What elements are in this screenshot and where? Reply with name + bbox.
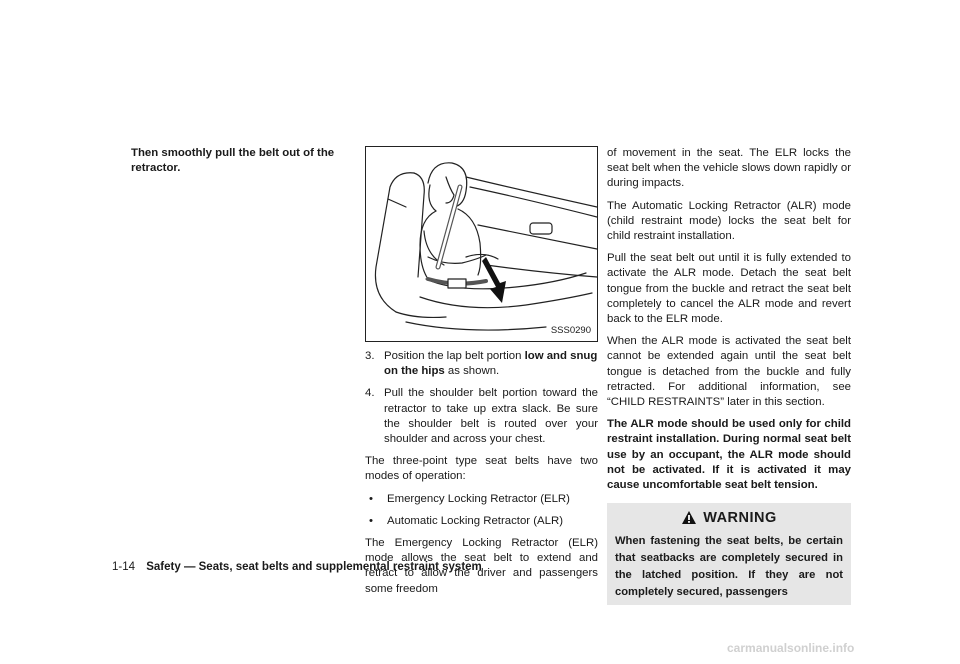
bullet-item bbox=[365, 492, 598, 507]
instruction-text: Then smoothly pull the belt out of the retractor. bbox=[131, 147, 335, 175]
paragraph: Pull the seat belt out until it is fully extended to activate the ALR mode. Detach the seat belt tongue from the buckle and retract the seat belt completely to cancel the ALR mode and revert back to the ELR mode. bbox=[607, 252, 851, 326]
warning-box bbox=[607, 503, 851, 605]
right-column bbox=[607, 146, 851, 605]
step-number: 3. bbox=[365, 350, 375, 362]
step-text: Position the lap belt portion bbox=[384, 350, 525, 362]
step-4 bbox=[365, 386, 598, 447]
bullet-text: Automatic Locking Retractor (ALR) bbox=[387, 514, 563, 527]
middle-column bbox=[365, 146, 598, 604]
watermark: carmanualsonline.info bbox=[727, 641, 855, 655]
seated-person-with-seat-belt-illustration bbox=[366, 147, 597, 341]
paragraph: of movement in the seat. The ELR locks the seat belt when the vehicle slows down rapidly or during impacts. bbox=[607, 147, 851, 190]
modes-intro: The three-point type seat belts have two modes of operation: bbox=[365, 455, 598, 483]
left-column bbox=[131, 146, 346, 183]
bullet-mark: • bbox=[369, 492, 373, 505]
bullet-text: Emergency Locking Retractor (ELR) bbox=[387, 492, 570, 505]
step-3 bbox=[365, 349, 598, 379]
warning-text: When fastening the seat belts, be certain that seatbacks are completely secured in the latched position. If they are not completely secured, passengers bbox=[615, 535, 843, 599]
paragraph: When the ALR mode is activated the seat belt cannot be extended again until the seat belt tongue is detached from the buckle and fully retracted. For additional information, see “CHILD RESTRAINTS” later in this section. bbox=[607, 335, 851, 409]
page-footer bbox=[112, 561, 482, 573]
elr-paragraph: The Emergency Locking Retractor (ELR) mode allows the seat belt to extend and retract to allow the driver and passengers some freedom bbox=[365, 537, 598, 595]
step-tail: as shown. bbox=[444, 365, 500, 378]
page-number: 1-14 bbox=[112, 561, 136, 573]
warning-triangle-icon bbox=[681, 510, 697, 525]
step-number: 4. bbox=[365, 387, 375, 400]
figure-code: SSS0290 bbox=[550, 324, 591, 336]
step-text: Pull the shoulder belt portion toward the retractor to take up extra slack. Be sure the shoulder belt is routed over your shoulder and across your chest. bbox=[384, 387, 598, 446]
paragraph: The Automatic Locking Retractor (ALR) mode (child restraint mode) locks the seat belt for child restraint installation. bbox=[607, 199, 851, 243]
warning-heading bbox=[615, 510, 843, 526]
seat-belt-figure bbox=[365, 146, 598, 342]
section-title: Safety — Seats, seat belts and supplemental restraint system bbox=[146, 561, 482, 573]
step-bold: low and snug on the hips bbox=[384, 350, 598, 378]
alr-caution-paragraph: The ALR mode should be used only for child restraint installation. During normal seat belt use by an occupant, the ALR mode should not be activated. If it is activated it may cause uncomfortable seat belt tension. bbox=[607, 418, 851, 492]
bullet-mark: • bbox=[369, 514, 373, 527]
bullet-item bbox=[365, 514, 598, 529]
warning-title: WARNING bbox=[703, 510, 777, 527]
